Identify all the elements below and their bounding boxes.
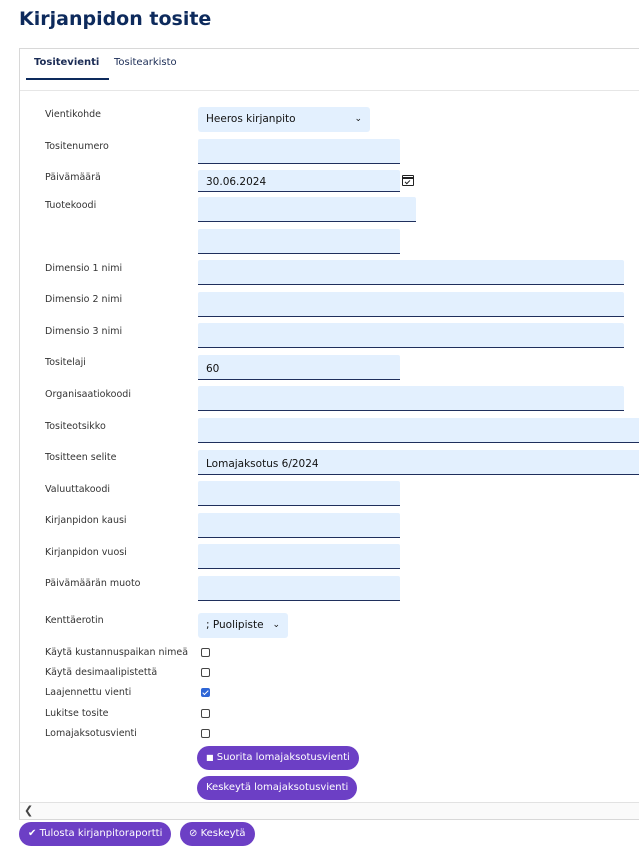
tositenumero-input[interactable]: [198, 139, 400, 164]
checkbox-label: Lukitse tosite: [45, 708, 109, 719]
voucher-panel: [19, 48, 639, 820]
kenttaerotin-value: ; Puolipiste: [206, 619, 264, 631]
tulosta-kirjanpitoraportti-button[interactable]: [19, 822, 171, 846]
vientikohde-select[interactable]: [198, 107, 370, 132]
dimensio1-label: Dimensio 1 nimi: [45, 263, 123, 274]
checkbox-label: Käytä desimaalipistettä: [45, 667, 158, 678]
dimensio2-label: Dimensio 2 nimi: [45, 294, 123, 305]
page-title: Kirjanpidon tosite: [19, 8, 212, 30]
vientikohde-label: Vientikohde: [45, 109, 102, 120]
paivamaaran-muoto-input[interactable]: [198, 576, 400, 601]
kirjanpidon-kausi-input[interactable]: [198, 513, 400, 538]
vientikohde-value: Heeros kirjanpito: [206, 113, 296, 125]
dimensio1-input[interactable]: [198, 260, 624, 285]
kayta-desimaalipistetta-checkbox[interactable]: [201, 668, 210, 677]
button-label: Suorita lomajaksotusvienti: [216, 752, 350, 763]
kirjanpidon-vuosi-label: Kirjanpidon vuosi: [45, 547, 127, 558]
checkbox-label: Laajennettu vienti: [45, 687, 132, 698]
kirjanpidon-kausi-label: Kirjanpidon kausi: [45, 515, 127, 526]
valuuttakoodi-input[interactable]: [198, 481, 400, 506]
tositelaji-label: Tositelaji: [45, 357, 86, 368]
suorita-lomajaksotusvienti-button[interactable]: [197, 746, 359, 770]
chevron-left-icon[interactable]: ❮: [24, 804, 34, 817]
tositeotsikko-label: Tositeotsikko: [45, 421, 106, 432]
dimensio2-input[interactable]: [198, 292, 624, 317]
kaytа-kustannuspaikan-checkbox[interactable]: [201, 648, 210, 657]
keskeyta-lomajaksotusvienti-button[interactable]: Keskeytä lomajaksotusvienti: [197, 776, 357, 800]
lomajaksotusvienti-checkbox[interactable]: [201, 729, 210, 738]
organisaatiokoodi-label: Organisaatiokoodi: [45, 389, 131, 400]
paivamaaran-muoto-label: Päivämäärän muoto: [45, 578, 141, 589]
button-label: Keskeytä: [200, 828, 246, 839]
paivamaara-label: Päivämäärä: [45, 172, 101, 183]
tuotekoodi-extra-input[interactable]: [198, 229, 400, 254]
chevron-down-icon: ⌄: [354, 114, 362, 124]
tab-bar: [20, 49, 639, 91]
check-icon: ✔: [28, 828, 37, 839]
lukitse-tosite-checkbox[interactable]: [201, 709, 210, 718]
chevron-down-icon: ⌄: [272, 620, 280, 630]
cancel-icon: ⊘: [189, 828, 198, 839]
horizontal-scrollbar[interactable]: [20, 802, 639, 819]
dimensio3-input[interactable]: [198, 323, 624, 348]
tositelaji-input[interactable]: 60: [198, 355, 400, 380]
tositenumero-label: Tositenumero: [45, 141, 109, 152]
checkbox-label: Lomajaksotusvienti: [45, 728, 137, 739]
paivamaara-input[interactable]: 30.06.2024: [198, 170, 400, 192]
keskeyta-button[interactable]: [180, 822, 255, 846]
kirjanpidon-vuosi-input[interactable]: [198, 544, 400, 569]
organisaatiokoodi-input[interactable]: [198, 386, 624, 411]
laajennettu-vienti-checkbox[interactable]: [201, 688, 210, 697]
valuuttakoodi-label: Valuuttakoodi: [45, 484, 110, 495]
dimensio3-label: Dimensio 3 nimi: [45, 326, 123, 337]
tab-tositearkisto[interactable]: Tositearkisto: [114, 57, 177, 68]
tuotekoodi-label: Tuotekoodi: [45, 200, 97, 211]
tositteen-selite-label: Tositteen selite: [45, 452, 117, 463]
tositteen-selite-input[interactable]: Lomajaksotus 6/2024: [198, 450, 639, 475]
tositeotsikko-input[interactable]: [198, 418, 639, 443]
calendar-icon[interactable]: [402, 175, 414, 186]
tuotekoodi-input[interactable]: [198, 197, 416, 222]
tab-tositevienti[interactable]: Tositevienti: [26, 49, 109, 80]
stop-icon: ■: [206, 753, 214, 762]
checkbox-label: Käytä kustannuspaikan nimeä: [45, 647, 189, 658]
kenttaerotin-select[interactable]: [198, 613, 288, 638]
kenttaerotin-label: Kenttäerotin: [45, 615, 104, 626]
button-label: Tulosta kirjanpitoraportti: [39, 828, 163, 839]
